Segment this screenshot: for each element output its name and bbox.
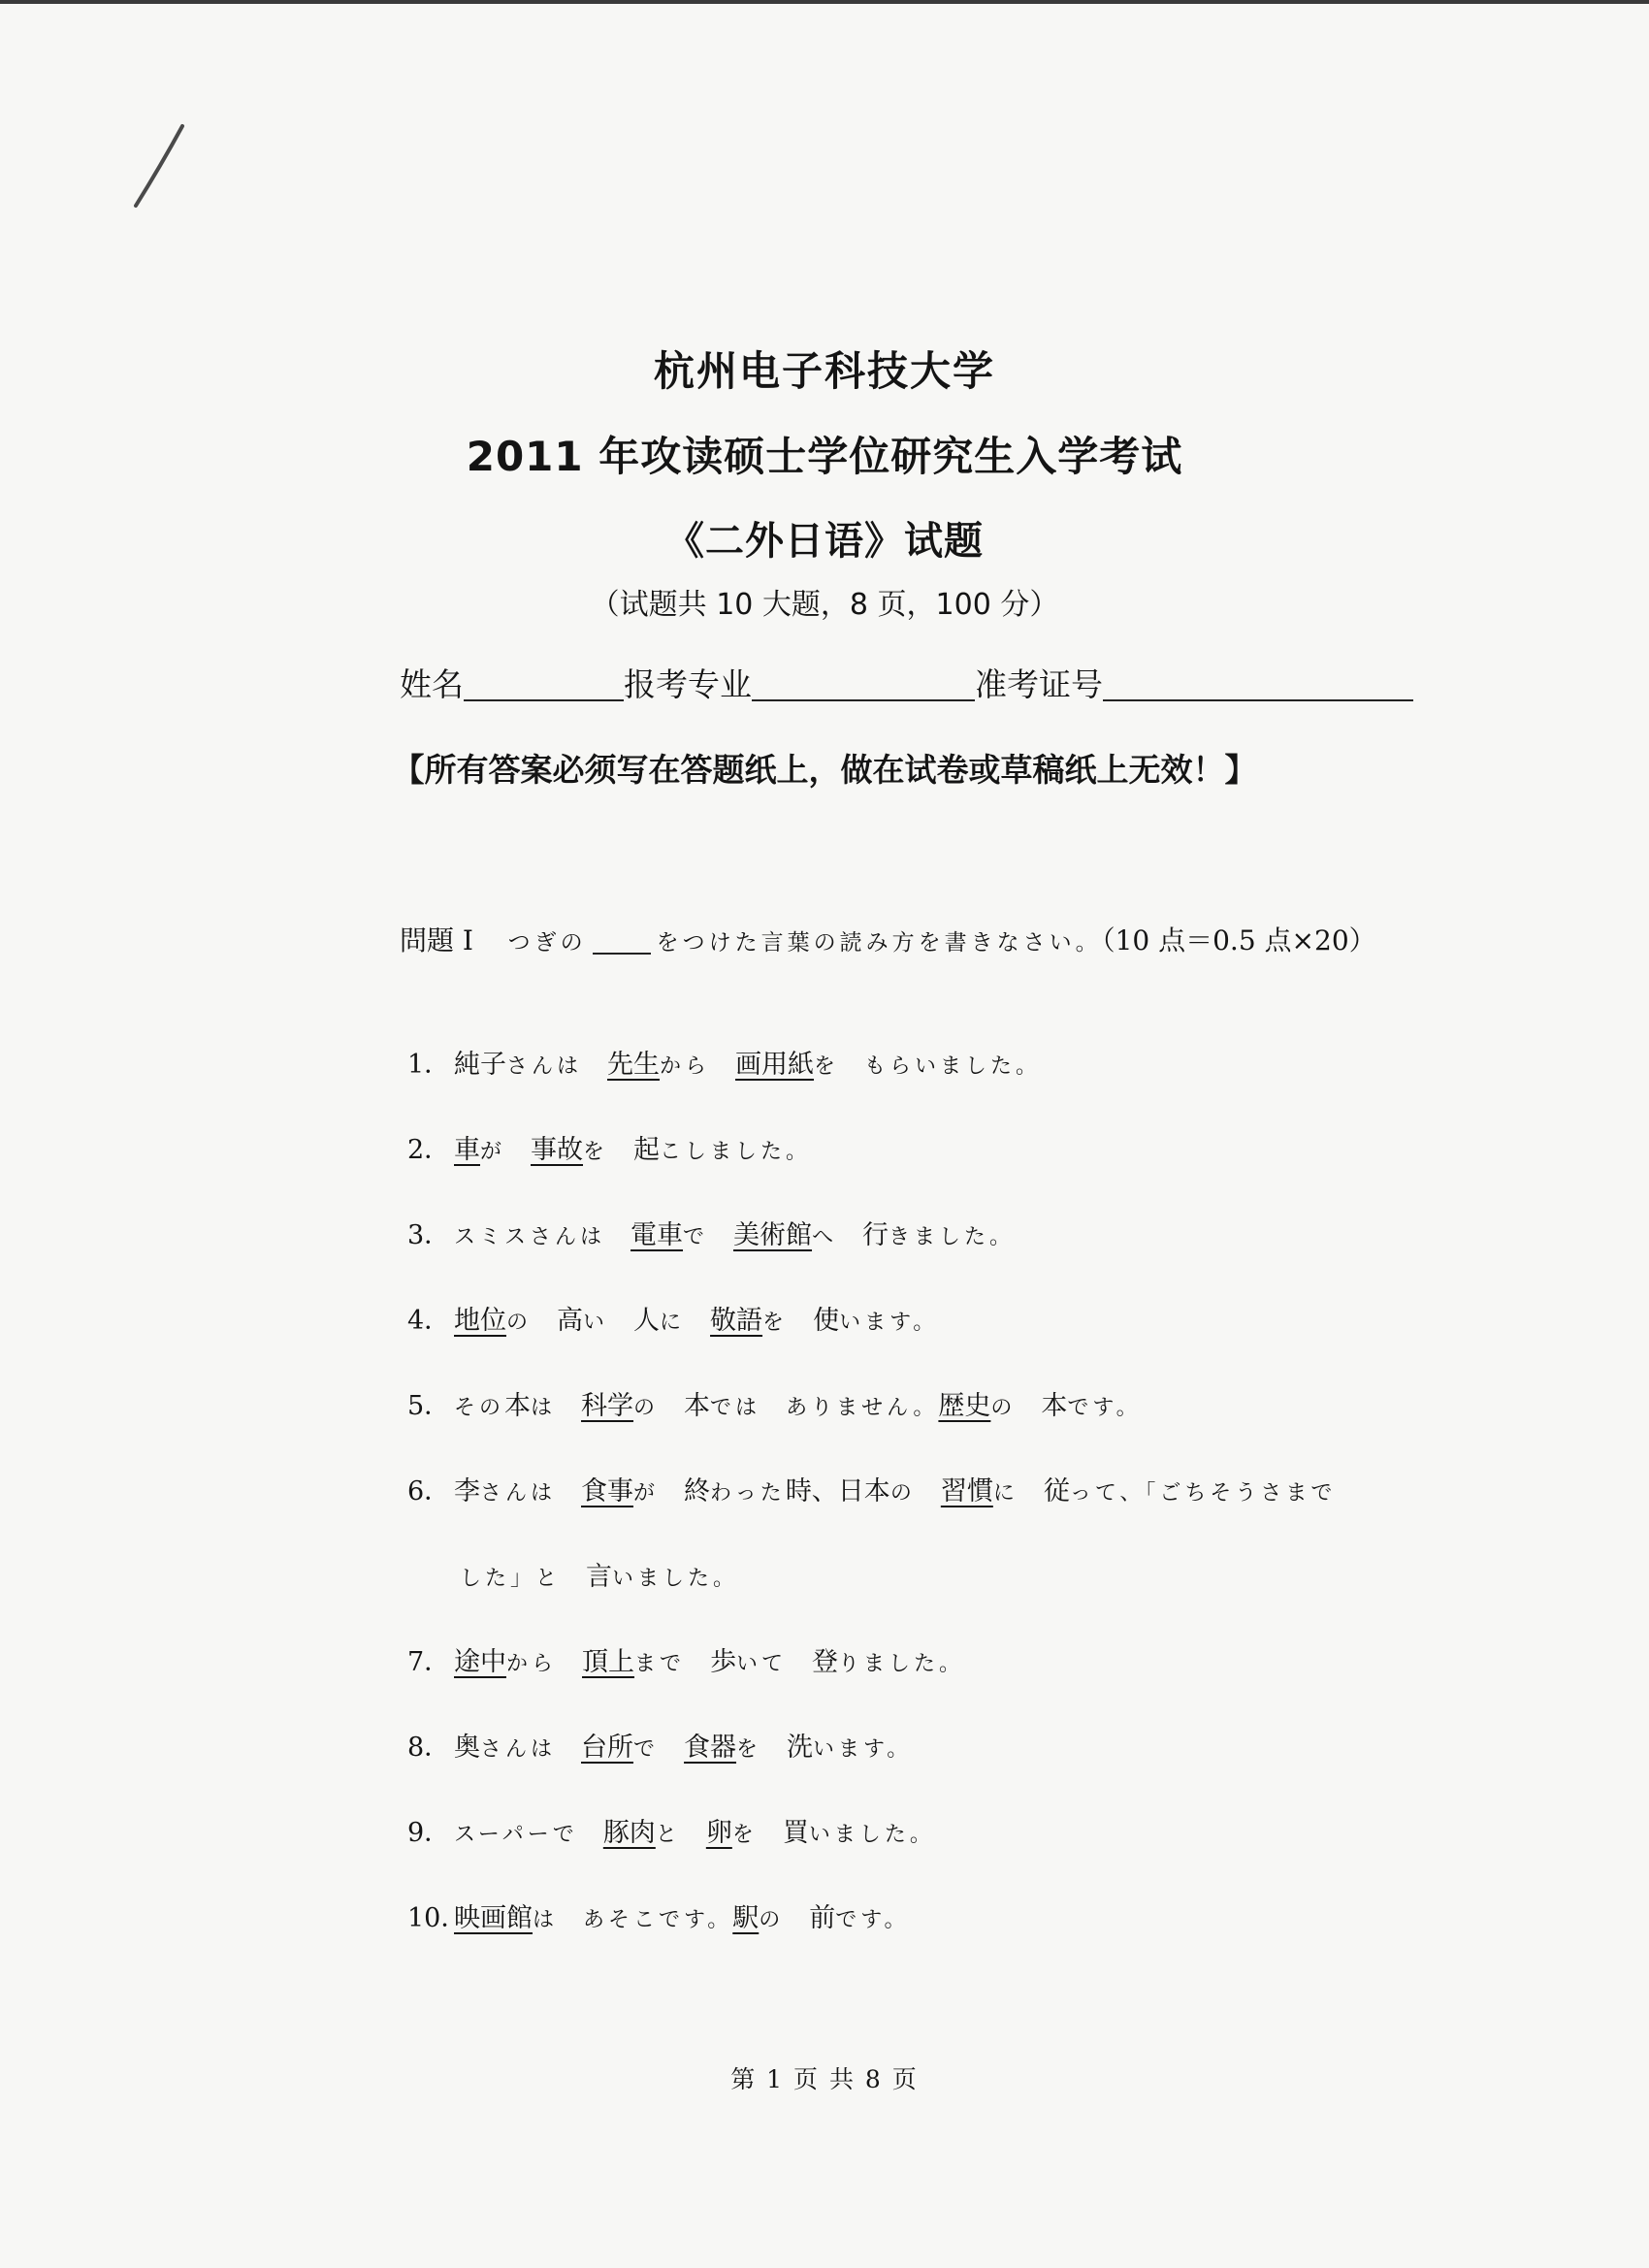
major-blank [752, 666, 975, 701]
instruction-pre: つぎの [507, 930, 587, 956]
kanji-text: 高 [557, 1306, 584, 1336]
name-label: 姓名 [400, 665, 464, 703]
list-item [407, 1128, 811, 1166]
list-item [407, 1811, 935, 1849]
kana-text: が [480, 1140, 506, 1164]
kana-text: こしました。 [660, 1140, 812, 1164]
underlined-word: 駅 [732, 1903, 760, 1933]
underlined-word: 豚肉 [602, 1818, 656, 1848]
kana-text: います。 [813, 1737, 913, 1762]
kana-text: から [506, 1652, 558, 1676]
item-number: 4． [407, 1306, 451, 1336]
kana-text: い [583, 1311, 609, 1335]
kanji-text: 言 [586, 1562, 613, 1592]
kana-text: その [454, 1396, 505, 1420]
question-1-heading [400, 920, 1376, 958]
item-number: 9． [407, 1818, 451, 1848]
kana-text: いました。 [612, 1567, 739, 1591]
kana-text: した」と [460, 1567, 562, 1591]
kana-text: です。 [835, 1908, 910, 1932]
pen-slash-mark [0, 0, 213, 233]
underlined-word: 地位 [454, 1306, 506, 1336]
subject-title: 《二外日语》试题 [665, 519, 984, 564]
list-item [407, 1896, 910, 1934]
scan-edge [0, 0, 1649, 4]
kana-text: を [814, 1054, 840, 1079]
kanji-text: 行 [862, 1220, 889, 1250]
underlined-word: 頂上 [582, 1647, 635, 1677]
list-item [407, 1726, 912, 1764]
underlined-word: 習慣 [940, 1476, 993, 1507]
kana-text: で [633, 1737, 660, 1762]
kana-text: って、「ごちそうさまで [1069, 1481, 1337, 1506]
underlined-word: 事故 [531, 1135, 584, 1165]
underlined-word: 車 [454, 1135, 480, 1165]
item-number: 10． [407, 1903, 468, 1933]
kanji-text: 歩 [710, 1647, 737, 1677]
kana-text: の [889, 1481, 916, 1506]
question-points: （10 点＝0.5 点×20） [1101, 924, 1376, 956]
list-item [407, 1214, 1015, 1251]
item-number: 5． [407, 1391, 451, 1421]
underlined-word: 卵 [705, 1818, 732, 1848]
item-number: 3． [407, 1220, 451, 1250]
page-footer: 第 1 页 共 8 页 [730, 2065, 919, 2093]
kana-text: では [710, 1396, 761, 1420]
kana-text: が [633, 1481, 660, 1506]
kanji-text: 終 [684, 1476, 711, 1507]
kana-text: を [736, 1737, 762, 1762]
kana-text: さんは [506, 1054, 583, 1079]
kanji-text: 使 [813, 1306, 840, 1336]
kana-text: います。 [839, 1311, 939, 1335]
underlined-word: 画用紙 [735, 1050, 815, 1080]
kana-text: の [759, 1908, 785, 1932]
name-blank [464, 666, 624, 701]
kanji-text: 純子 [454, 1050, 506, 1080]
underlined-word: 敬語 [710, 1306, 763, 1336]
kanji-text: 従 [1043, 1476, 1070, 1507]
list-item [407, 1470, 1336, 1507]
university-title: 杭州电子科技大学 [653, 347, 995, 395]
id-blank [1103, 666, 1413, 701]
list-item [407, 1640, 964, 1678]
kanji-text: 前 [809, 1903, 836, 1933]
kana-text: さんは [480, 1737, 557, 1762]
underlined-word: 歴史 [938, 1391, 991, 1421]
kana-text: わった [710, 1481, 786, 1506]
kanji-text: 人 [633, 1306, 661, 1336]
candidate-info-row [400, 660, 1413, 705]
underlined-word: 台所 [581, 1733, 634, 1763]
major-label: 报考专业 [624, 665, 752, 703]
kanji-text: 本 [684, 1391, 711, 1421]
kana-text: ありません。 [786, 1396, 939, 1420]
kana-text: に [992, 1481, 1018, 1506]
underlined-word: 先生 [607, 1050, 661, 1080]
kana-text: は [533, 1908, 559, 1932]
instruction-post: をつけた言葉の読み方を書きなさい。 [656, 930, 1102, 956]
kana-text: です。 [1067, 1396, 1142, 1420]
underlined-word: 科学 [581, 1391, 634, 1421]
kana-text: を [731, 1823, 758, 1847]
list-item [407, 1043, 1041, 1081]
kana-text: へ [812, 1225, 838, 1249]
kana-text: の [990, 1396, 1017, 1420]
exam-info: （试题共 10 大题，8 页，100 分） [590, 588, 1059, 622]
item-number: 1． [407, 1050, 451, 1080]
underlined-word: 映画館 [454, 1903, 533, 1933]
kanji-text: 本 [504, 1391, 532, 1421]
kanji-text: 登 [812, 1647, 839, 1677]
kana-text: の [633, 1396, 660, 1420]
item-number: 7． [407, 1647, 451, 1677]
kana-text: から [660, 1054, 711, 1079]
notice-text: 【所有答案必须写在答题纸上，做在试卷或草稿纸上无效！】 [392, 751, 1257, 789]
kana-text: で [683, 1225, 709, 1249]
underlined-word: 食器 [684, 1733, 737, 1763]
item-number: 6． [407, 1476, 451, 1507]
item-number: 2． [407, 1135, 451, 1165]
kanji-text: 本 [1041, 1391, 1068, 1421]
item-number: 8． [407, 1733, 451, 1763]
list-item [460, 1555, 738, 1593]
kana-text: スミスさんは [454, 1225, 606, 1249]
kanji-text: 洗 [787, 1733, 814, 1763]
kanji-text: 起 [633, 1135, 661, 1165]
kana-text: と [655, 1823, 681, 1847]
kana-text: さんは [480, 1481, 557, 1506]
kana-text: あそこです。 [583, 1908, 733, 1932]
kanji-text: 李 [454, 1476, 480, 1507]
kana-text: いて [736, 1652, 788, 1676]
underlined-word: 食事 [581, 1476, 634, 1507]
list-item [407, 1299, 938, 1337]
kana-text: を [583, 1140, 609, 1164]
kana-text: を [762, 1311, 789, 1335]
kana-text: は [531, 1396, 557, 1420]
exam-title: 2011 年攻读硕士学位研究生入学考试 [466, 433, 1183, 480]
kanji-text: 奥 [454, 1733, 480, 1763]
id-label: 准考证号 [975, 665, 1103, 703]
underlined-word: 美術館 [733, 1220, 813, 1250]
kana-text: りました。 [838, 1652, 965, 1676]
kana-text: まで [634, 1652, 686, 1676]
kanji-text: 時、日本 [785, 1476, 890, 1507]
kana-text: に [660, 1311, 686, 1335]
kana-text: もらいました。 [864, 1054, 1042, 1079]
kanji-text: 買 [782, 1818, 809, 1848]
kana-text: スーパーで [454, 1823, 578, 1847]
kana-text: の [506, 1311, 533, 1335]
underlined-word: 電車 [630, 1220, 684, 1250]
instruction-blank [593, 929, 651, 955]
question-label: 問題 I [400, 924, 473, 956]
underlined-word: 途中 [454, 1647, 506, 1677]
list-item [407, 1384, 1142, 1422]
kana-text: いました。 [808, 1823, 935, 1847]
kana-text: きました。 [889, 1225, 1016, 1249]
